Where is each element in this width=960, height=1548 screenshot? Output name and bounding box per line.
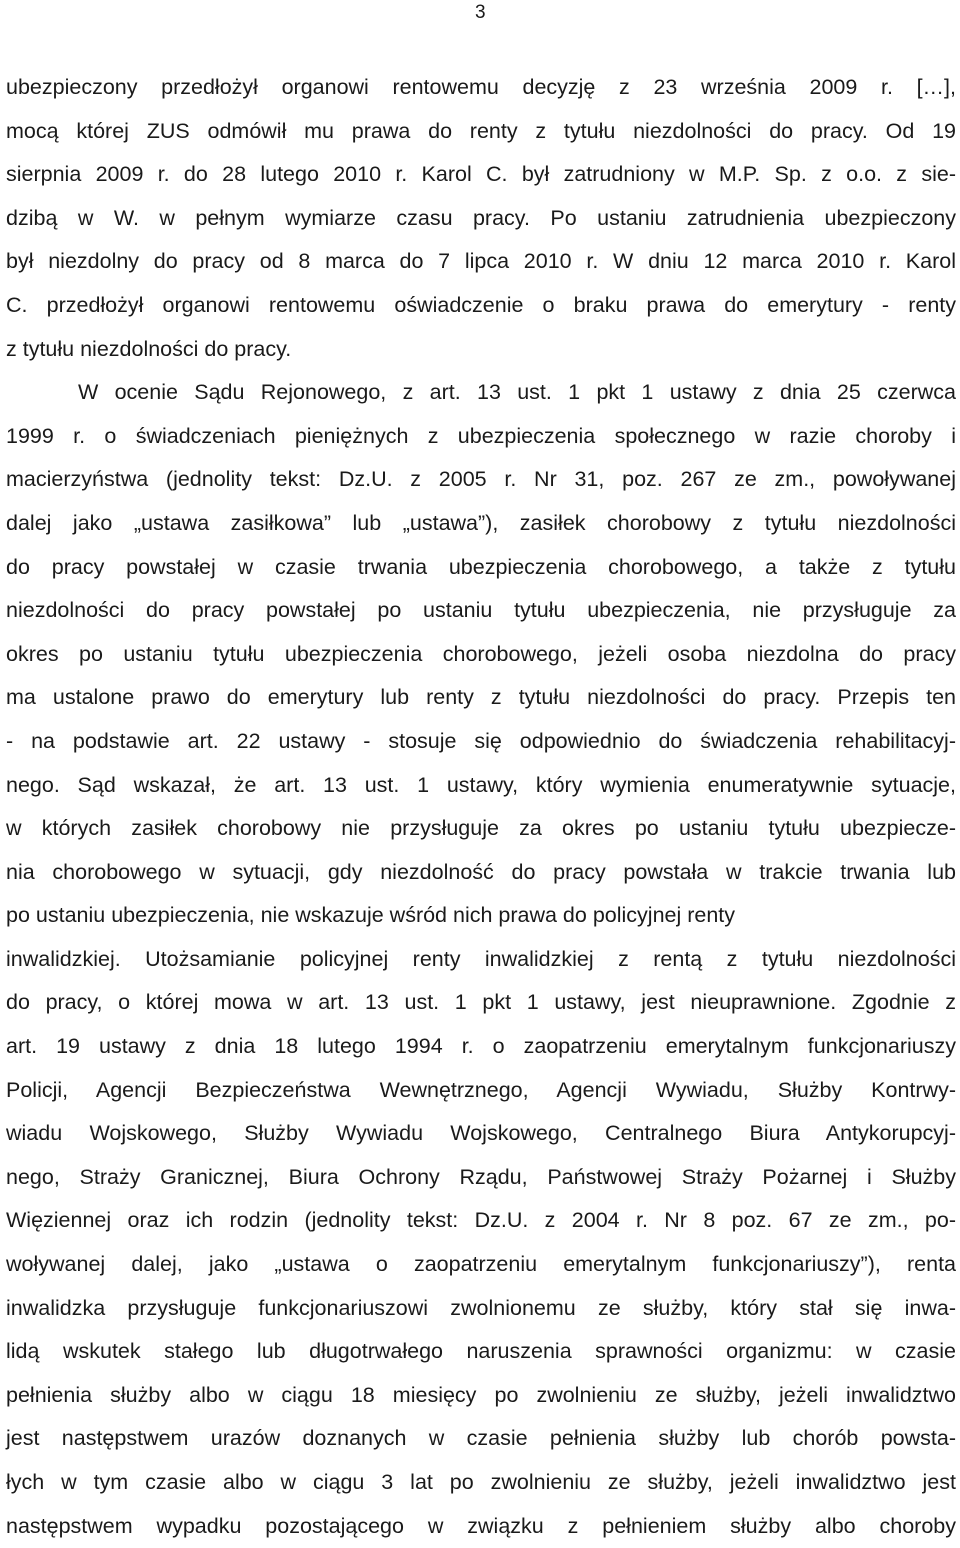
text-line: pełnienia służby albo w ciągu 18 miesięcy po zwolnieniu ze służby, jeżeli inwalidztwo	[6, 1382, 956, 1407]
text-line: mocą której ZUS odmówił mu prawa do renty z tytułu niezdolności do pracy. Od 19	[6, 118, 956, 143]
text-line: niezdolności do pracy powstałej po ustaniu tytułu ubezpieczenia, nie przysługuje za	[6, 598, 956, 623]
text-line: do pracy, o której mowa w art. 13 ust. 1 pkt 1 ustawy, jest nieuprawnione. Zgodnie z	[6, 990, 956, 1015]
text-line: inwalidzka przysługuje funkcjonariuszowi zwolnionemu ze służby, który stał się inwa-	[6, 1295, 956, 1320]
text-line: okres po ustaniu tytułu ubezpieczenia chorobowego, jeżeli osoba niezdolna do pracy	[6, 641, 956, 666]
text-line: do pracy powstałej w czasie trwania ubezpieczenia chorobowego, a także z tytułu	[6, 554, 956, 579]
text-line: woływanej dalej, jako „ustawa o zaopatrzeniu emerytalnym funkcjonariuszy”), renta	[6, 1252, 956, 1277]
text-line: nia chorobowego w sytuacji, gdy niezdolność do pracy powstała w trakcie trwania lub	[6, 859, 956, 884]
text-line: dalej jako „ustawa zasiłkowa” lub „ustawa”), zasiłek chorobowy z tytułu niezdolności	[6, 510, 956, 535]
text-line: nego, Straży Granicznej, Biura Ochrony Rządu, Państwowej Straży Pożarnej i Służby	[6, 1164, 956, 1189]
text-line: jest następstwem urazów doznanych w czasie pełnienia służby lub chorób powsta-	[6, 1426, 956, 1451]
text-line: z tytułu niezdolności do pracy.	[6, 336, 292, 361]
text-line: dzibą w W. w pełnym wymiarze czasu pracy. Po ustaniu zatrudnienia ubezpieczony	[6, 205, 956, 230]
text-line: łych w tym czasie albo w ciągu 3 lat po zwolnieniu ze służby, jeżeli inwalidztwo jest	[6, 1470, 956, 1494]
page-number: 3	[475, 2, 486, 23]
text-line: 1999 r. o świadczeniach pieniężnych z ubezpieczenia społecznego w razie choroby i	[6, 423, 956, 448]
text-line: następstwem wypadku pozostającego w związku z pełnieniem służby albo choroby	[6, 1513, 956, 1538]
text-line: ubezpieczony przedłożył organowi rentowemu decyzję z 23 września 2009 r. […],	[6, 75, 956, 99]
text-line: art. 19 ustawy z dnia 18 lutego 1994 r. o zaopatrzeniu emerytalnym funkcjonariuszy	[6, 1034, 956, 1059]
text-line: W ocenie Sądu Rejonowego, z art. 13 ust. 1 pkt 1 ustawy z dnia 25 czerwca	[78, 380, 956, 405]
text-line: macierzyństwa (jednolity tekst: Dz.U. z 2005 r. Nr 31, poz. 267 ze zm., powoływanej	[6, 467, 956, 492]
text-line: wiadu Wojskowego, Służby Wywiadu Wojskowego, Centralnego Biura Antykorupcyj-	[6, 1121, 956, 1146]
text-line: był niezdolny do pracy od 8 marca do 7 lipca 2010 r. W dniu 12 marca 2010 r. Karol	[6, 249, 956, 274]
text-line: - na podstawie art. 22 ustawy - stosuje się odpowiednio do świadczenia rehabilitacyj-	[6, 728, 956, 753]
text-line: Policji, Agencji Bezpieczeństwa Wewnętrznego, Agencji Wywiadu, Służby Kontrwy-	[6, 1077, 956, 1102]
text-line: nego. Sąd wskazał, że art. 13 ust. 1 ustawy, który wymienia enumeratywnie sytuacje,	[6, 772, 956, 797]
text-line: C. przedłożył organowi rentowemu oświadczenie o braku prawa do emerytury - renty	[6, 292, 956, 317]
document-body	[6, 66, 956, 1548]
text-line: Więziennej oraz ich rodzin (jednolity tekst: Dz.U. z 2004 r. Nr 8 poz. 67 ze zm., po-	[6, 1208, 956, 1233]
text-line: ma ustalone prawo do emerytury lub renty z tytułu niezdolności do pracy. Przepis ten	[6, 685, 956, 710]
text-line: po ustaniu ubezpieczenia, nie wskazuje wśród nich prawa do policyjnej renty	[6, 903, 736, 928]
text-line: sierpnia 2009 r. do 28 lutego 2010 r. Karol C. był zatrudniony w M.P. Sp. z o.o. z sie-	[6, 162, 956, 187]
text-line: inwalidzkiej. Utożsamianie policyjnej renty inwalidzkiej z rentą z tytułu niezdolności	[6, 946, 956, 971]
text-line: w których zasiłek chorobowy nie przysługuje za okres po ustaniu tytułu ubezpiecze-	[6, 816, 956, 841]
text-line: lidą wskutek stałego lub długotrwałego naruszenia sprawności organizmu: w czasie	[6, 1339, 956, 1364]
